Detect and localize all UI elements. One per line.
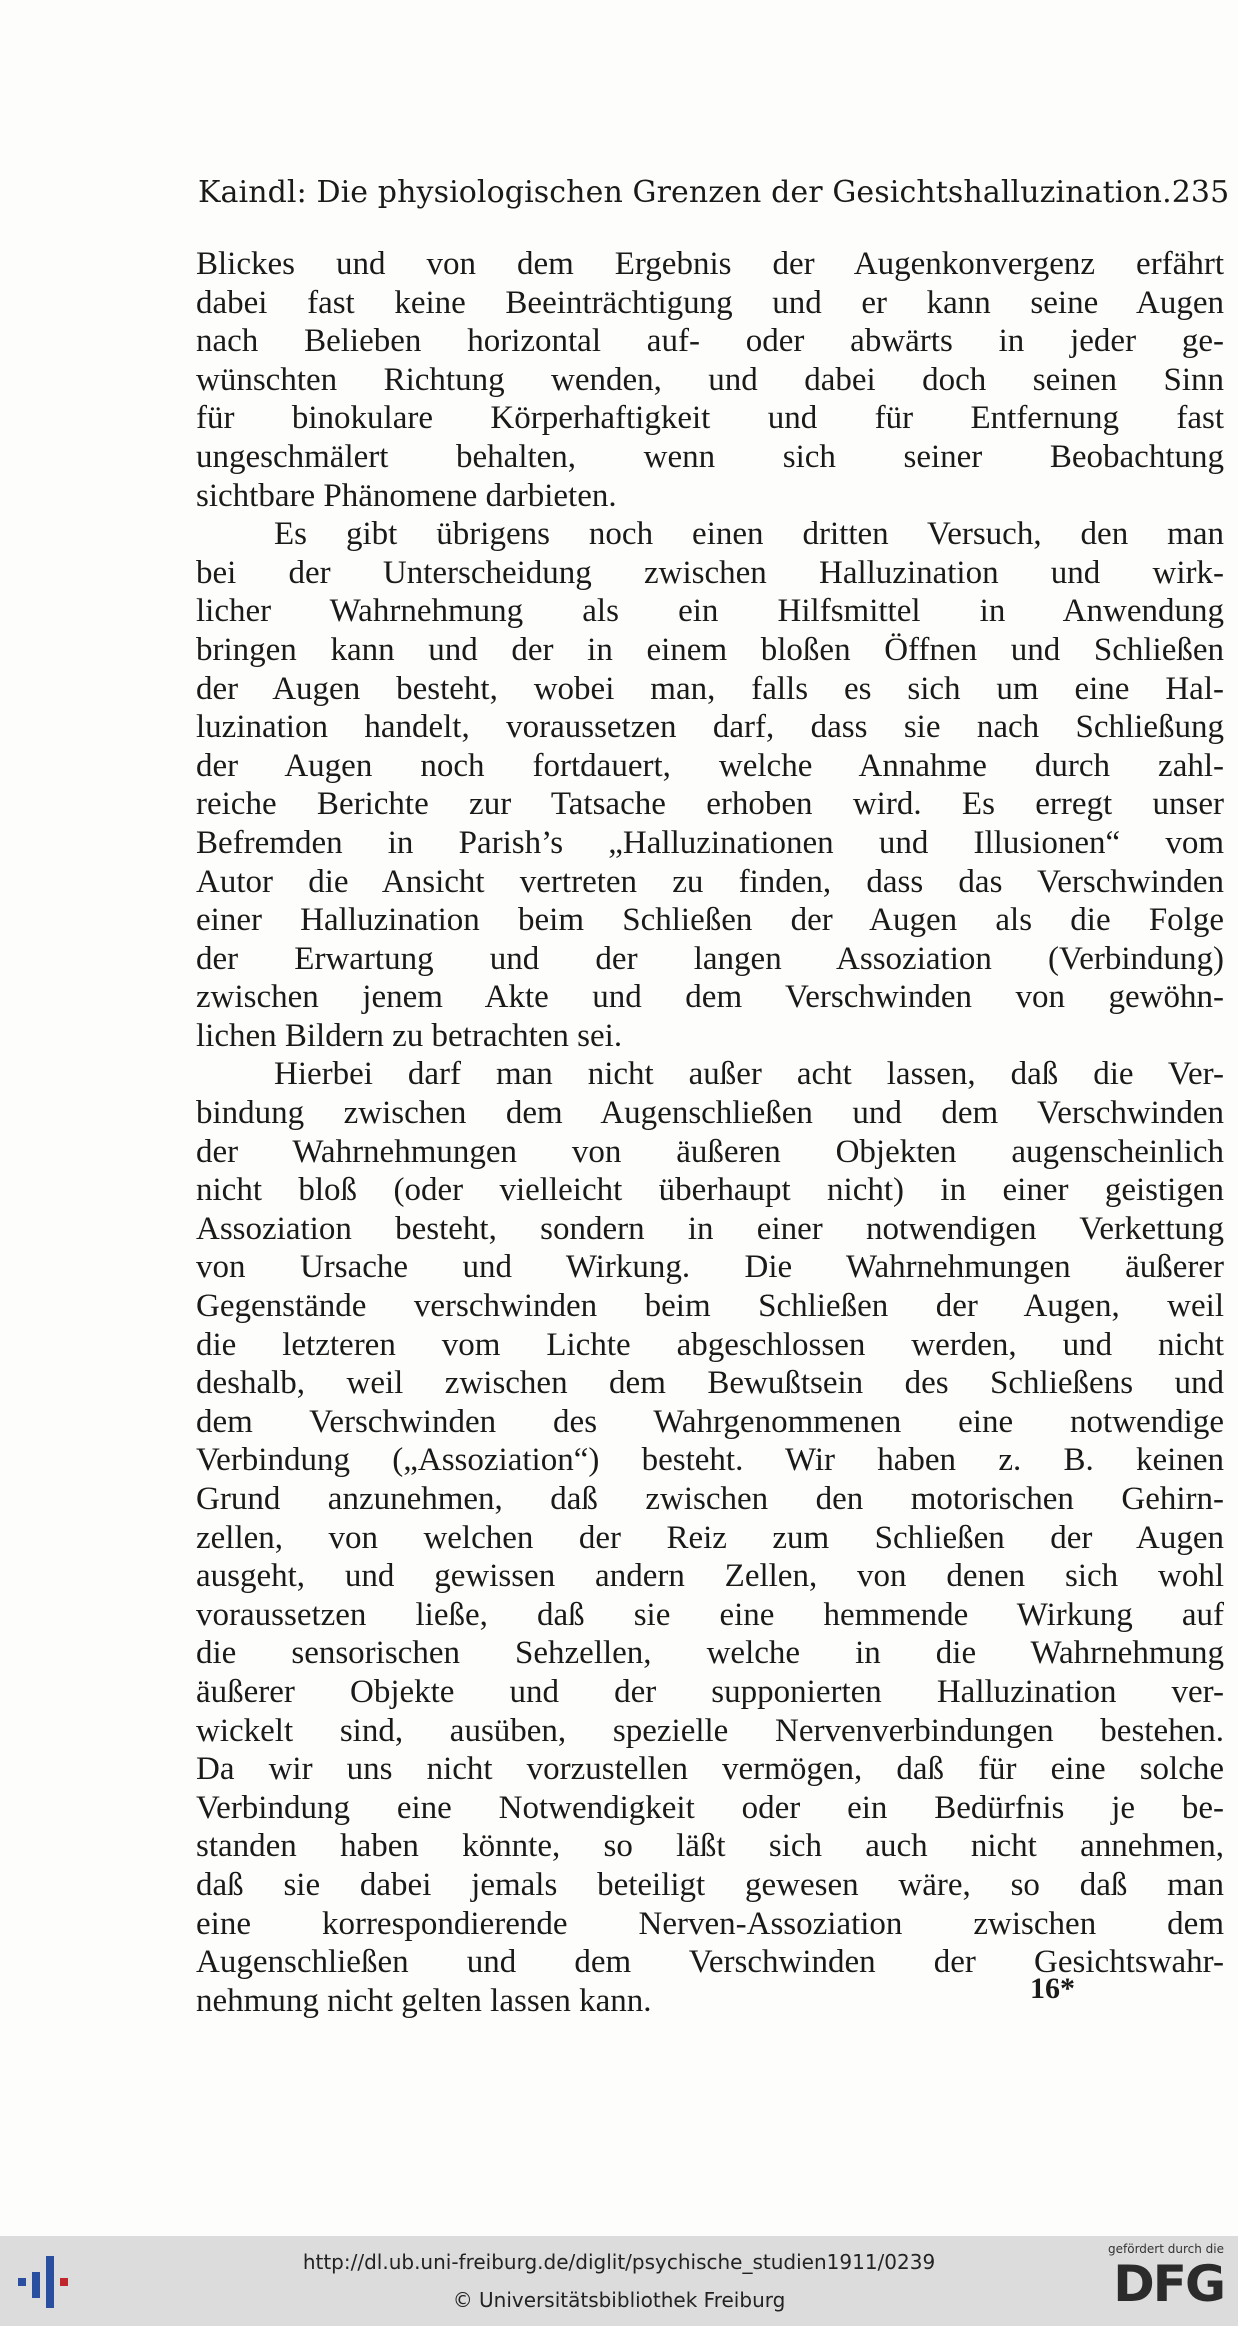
text-line: Assoziation besteht, sondern in einer notwendigen Verkettung: [196, 1210, 1224, 1247]
running-head: [198, 173, 1230, 213]
text-line: sichtbare Phänomene darbieten.: [196, 477, 617, 514]
text-line: die letzteren vom Lichte abgeschlossen werden, und nicht: [196, 1326, 1224, 1363]
text-line: luzination handelt, voraussetzen darf, dass sie nach Schließung: [196, 709, 1224, 746]
text-line: dem Verschwinden des Wahrgenommenen eine notwendige: [196, 1403, 1224, 1440]
text-line: bringen kann und der in einem bloßen Öffnen und Schließen: [196, 631, 1224, 668]
page-number: 235: [1171, 175, 1230, 210]
text-line: Autor die Ansicht vertreten zu finden, dass das Verschwinden: [196, 863, 1224, 900]
text-line: Verbindung eine Notwendigkeit oder ein Bedürfnis je be-: [196, 1789, 1224, 1826]
text-line: Verbindung („Assoziation“) besteht. Wir haben z. B. keinen: [196, 1442, 1224, 1479]
text-line: Gegenstände verschwinden beim Schließen der Augen, weil: [196, 1288, 1224, 1325]
text-line: ausgeht, und gewissen andern Zellen, von denen sich wohl: [196, 1558, 1224, 1595]
text-line: einer Halluzination beim Schließen der Augen als die Folge: [196, 902, 1224, 939]
text-line: der Erwartung und der langen Assoziation (Verbindung): [196, 940, 1224, 977]
text-line: wickelt sind, ausüben, spezielle Nervenverbindungen bestehen.: [196, 1712, 1224, 1749]
source-url-link[interactable]: http://dl.ub.uni-freiburg.de/diglit/psychische_studien1911/0239: [302, 2250, 936, 2274]
text-line: der Augen besteht, wobei man, falls es sich um eine Hal-: [196, 670, 1224, 707]
text-line: für binokulare Körperhaftigkeit und für Entfernung fast: [196, 400, 1224, 437]
dfg-caption: gefördert durch die: [1108, 2242, 1224, 2256]
text-line: voraussetzen ließe, daß sie eine hemmende Wirkung auf: [196, 1596, 1224, 1633]
text-line: von Ursache und Wirkung. Die Wahrnehmungen äußerer: [196, 1249, 1224, 1286]
dfg-logo-text: DFG: [1113, 2255, 1224, 2313]
text-line: dabei fast keine Beeinträchtigung und er kann seine Augen: [196, 284, 1224, 321]
text-line: Es gibt übrigens noch einen dritten Versuch, den man: [274, 516, 1224, 553]
text-line: standen haben könnte, so läßt sich auch nicht annehmen,: [196, 1828, 1224, 1865]
running-head-title: Kaindl: Die physiologischen Grenzen der Gesichtshalluzination.: [198, 175, 1172, 210]
text-line: Grund anzunehmen, daß zwischen den motorischen Gehirn-: [196, 1481, 1224, 1517]
text-line: Hierbei darf man nicht außer acht lassen, daß die Ver-: [274, 1056, 1224, 1093]
text-line: zellen, von welchen der Reiz zum Schließen der Augen: [196, 1519, 1224, 1556]
text-line: äußerer Objekte und der supponierten Halluzination ver-: [196, 1673, 1224, 1710]
signature-mark: 16*: [1030, 1972, 1075, 2005]
text-line: eine korrespondierende Nerven-Assoziation zwischen dem: [196, 1905, 1224, 1942]
text-line: Befremden in Parish’s „Halluzinationen und Illusionen“ vom: [196, 824, 1224, 861]
text-line: nehmung nicht gelten lassen kann.: [196, 1982, 652, 2019]
text-line: licher Wahrnehmung als ein Hilfsmittel in Anwendung: [196, 593, 1224, 630]
text-line: lichen Bildern zu betrachten sei.: [196, 1017, 623, 1054]
text-line: nicht bloß (oder vielleicht überhaupt nicht) in einer geistigen: [196, 1172, 1224, 1209]
text-line: der Wahrnehmungen von äußeren Objekten augenscheinlich: [196, 1133, 1224, 1170]
text-line: Da wir uns nicht vorzustellen vermögen, daß für eine solche: [196, 1751, 1224, 1788]
text-line: bindung zwischen dem Augenschließen und dem Verschwinden: [196, 1095, 1224, 1132]
text-line: zwischen jenem Akte und dem Verschwinden von gewöhn-: [196, 979, 1224, 1016]
text-line: Augenschließen und dem Verschwinden der Gesichtswahr-: [196, 1944, 1224, 1981]
text-line: bei der Unterscheidung zwischen Halluzination und wirk-: [196, 554, 1224, 591]
text-line: wünschten Richtung wenden, und dabei doch seinen Sinn: [196, 361, 1224, 398]
text-line: nach Belieben horizontal auf- oder abwärts in jeder ge-: [196, 323, 1224, 360]
dfg-logo: [1074, 2242, 1224, 2322]
copyright-notice: © Universitätsbibliothek Freiburg: [452, 2288, 786, 2312]
text-line: Blickes und von dem Ergebnis der Augenkonvergenz erfährt: [196, 246, 1224, 282]
text-line: reiche Berichte zur Tatsache erhoben wird. Es erregt unser: [196, 786, 1224, 823]
text-line: deshalb, weil zwischen dem Bewußtsein des Schließens und: [196, 1365, 1224, 1402]
text-line: daß sie dabei jemals beteiligt gewesen wäre, so daß man: [196, 1866, 1224, 1903]
text-line: der Augen noch fortdauert, welche Annahme durch zahl-: [196, 747, 1224, 784]
text-line: ungeschmälert behalten, wenn sich seiner Beobachtung: [196, 438, 1224, 475]
body-text: [196, 245, 1224, 2020]
text-line: die sensorischen Sehzellen, welche in die Wahrnehmung: [196, 1635, 1224, 1672]
footer-bar: [0, 2236, 1238, 2326]
